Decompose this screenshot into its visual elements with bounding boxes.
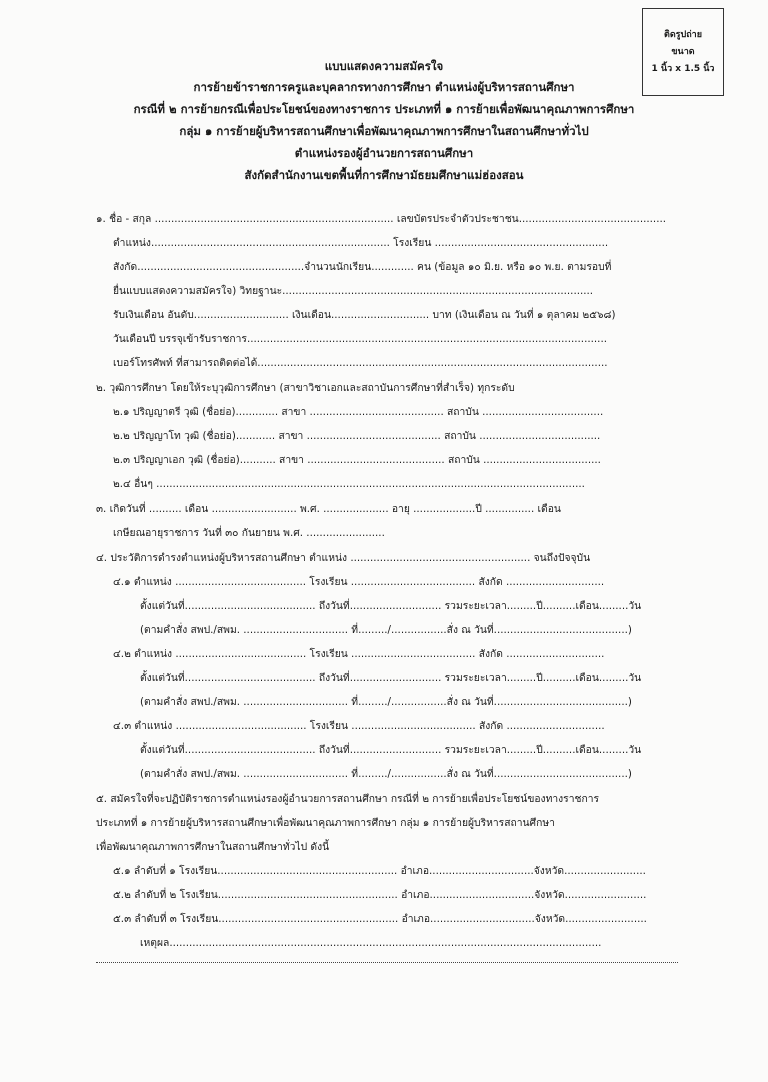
s4-1-position-field[interactable]: ๔.๑ ตำแหน่ง ........................................ โรงเรียน ...................................... สังกัด .............................. [113, 576, 605, 588]
s4-3-date-field[interactable]: ตั้งแต่วันที่........................................ ถึงวันที่............................ รวมระยะเวลา.........ปี..........เดือน.........วัน [140, 744, 642, 756]
s5-statement-line1: ๕. สมัครใจที่จะปฏิบัติราชการตำแหน่งรองผู้อำนวยการสถานศึกษา กรณีที่ ๒ การย้ายเพื่อประโยชน์ของทางราชการ [96, 793, 600, 805]
s2-other-field[interactable]: ๒.๔ อื่นๆ ................................................................................................................................... [113, 478, 585, 490]
s4-3-position-field[interactable]: ๔.๓ ตำแหน่ง ........................................ โรงเรียน ...................................... สังกัด .............................. [113, 720, 605, 732]
photo-box-size-label: ขนาด [671, 47, 695, 57]
s4-1-order-field[interactable]: (ตามคำสั่ง สพป./สพม. ................................ ที่........./.................สั่ง ณ วันที่.........................................) [140, 624, 632, 636]
s5-reason-field[interactable]: เหตุผล.................................................................................................................................... [140, 937, 602, 949]
photo-box-size: 1 นิ้ว x 1.5 นิ้ว [651, 64, 715, 74]
s1-submit-field[interactable]: ยื่นแบบแสดงความสมัครใจ) วิทยฐานะ............................................................................................... [113, 285, 594, 297]
s5-statement-line3: เพื่อพัฒนาคุณภาพการศึกษาในสถานศึกษาทั่วไป ดังนี้ [96, 841, 330, 853]
s3-birth-field[interactable]: ๓. เกิดวันที่ .......... เดือน .......................... พ.ศ. .................... อายุ ...................ปี ............... เดือน [96, 503, 561, 515]
s3-retire-field[interactable]: เกษียณอายุราชการ วันที่ ๓๐ กันยายน พ.ศ. ........................ [113, 527, 385, 539]
s1-appointed-field[interactable]: วันเดือนปี บรรจุเข้ารับราชการ.............................................................................................................. [113, 333, 607, 345]
s2-master-field[interactable]: ๒.๒ ปริญญาโท วุฒิ (ชื่อย่อ)............ สาขา ......................................... สถาบัน ..................................... [113, 430, 601, 442]
s5-choice-3-field[interactable]: ๕.๓ ลำดับที่ ๓ โรงเรียน....................................................... อำเภอ................................จังหวัด......................... [113, 913, 647, 925]
s1-position-field[interactable]: ตำแหน่ง......................................................................... โรงเรียน ..................................................... [113, 237, 609, 249]
s2-title: ๒. วุฒิการศึกษา โดยให้ระบุวุฒิการศึกษา (สาขาวิชาเอกและสถาบันการศึกษาที่สำเร็จ) ทุกระดับ [96, 382, 515, 394]
header-line-4: กลุ่ม ๑ การย้ายผู้บริหารสถานศึกษาเพื่อพัฒนาคุณภาพการศึกษาในสถานศึกษาทั่วไป [179, 124, 589, 138]
form-title: แบบแสดงความสมัครใจ [324, 59, 444, 73]
s4-1-date-field[interactable]: ตั้งแต่วันที่........................................ ถึงวันที่............................ รวมระยะเวลา.........ปี..........เดือน.........วัน [140, 600, 642, 612]
s1-name-field[interactable]: ๑. ชื่อ - สกุล ......................................................................... เลขบัตรประจำตัวประชาชน............................................. [96, 213, 667, 225]
s5-choice-2-field[interactable]: ๕.๒ ลำดับที่ ๒ โรงเรียน....................................................... อำเภอ................................จังหวัด......................... [113, 889, 647, 901]
s2-bachelor-field[interactable]: ๒.๑ ปริญญาตรี วุฒิ (ชื่อย่อ)............. สาขา ......................................... สถาบัน ..................................... [113, 406, 604, 418]
s1-phone-field[interactable]: เบอร์โทรศัพท์ ที่สามารถติดต่อได้........................................................................................................... [113, 357, 608, 369]
s4-2-order-field[interactable]: (ตามคำสั่ง สพป./สพม. ................................ ที่........./.................สั่ง ณ วันที่.........................................) [140, 696, 632, 708]
s4-3-order-field[interactable]: (ตามคำสั่ง สพป./สพม. ................................ ที่........./.................สั่ง ณ วันที่.........................................) [140, 768, 632, 780]
s4-2-position-field[interactable]: ๔.๒ ตำแหน่ง ........................................ โรงเรียน ...................................... สังกัด .............................. [113, 648, 605, 660]
header-line-2: การย้ายข้าราชการครูและบุคลากรทางการศึกษา ตำแหน่งผู้บริหารสถานศึกษา [193, 80, 575, 94]
photo-box-label: ติดรูปถ่าย [663, 30, 702, 40]
header-line-5: ตำแหน่งรองผู้อำนวยการสถานศึกษา [294, 146, 474, 160]
s4-title-field[interactable]: ๔. ประวัติการดำรงตำแหน่งผู้บริหารสถานศึกษา ตำแหน่ง ....................................................... จนถึงปัจจุบัน [96, 552, 591, 564]
s5-choice-1-field[interactable]: ๕.๑ ลำดับที่ ๑ โรงเรียน....................................................... อำเภอ................................จังหวัด......................... [113, 865, 646, 877]
s1-affiliation-field[interactable]: สังกัด...................................................จำนวนนักเรียน............. คน (ข้อมูล ๑๐ มิ.ย. หรือ ๑๐ พ.ย. ตามรอบที่ [113, 261, 612, 273]
s4-2-date-field[interactable]: ตั้งแต่วันที่........................................ ถึงวันที่............................ รวมระยะเวลา.........ปี..........เดือน.........วัน [140, 672, 642, 684]
s2-doctorate-field[interactable]: ๒.๓ ปริญญาเอก วุฒิ (ชื่อย่อ)........... สาขา .......................................... สถาบัน .................................... [113, 454, 601, 466]
s1-salary-field[interactable]: รับเงินเดือน อันดับ............................. เงินเดือน.............................. บาท (เงินเดือน ณ วันที่ ๑ ตุลาคม ๒๕๖๘) [113, 309, 616, 321]
s5-statement-line2: ประเภทที่ ๑ การย้ายผู้บริหารสถานศึกษาเพื่อพัฒนาคุณภาพการศึกษา กลุ่ม ๑ การย้ายผู้บริหารสถานศึกษา [96, 817, 555, 829]
header-line-6: สังกัดสำนักงานเขตพื้นที่การศึกษามัธยมศึกษาแม่ฮ่องสอน [244, 168, 524, 182]
header-line-3: กรณีที่ ๒ การย้ายกรณีเพื่อประโยชน์ของทางราชการ ประเภทที่ ๑ การย้ายเพื่อพัฒนาคุณภาพการศึกษา [133, 102, 635, 116]
s5-reason-extra-line[interactable] [96, 962, 678, 963]
